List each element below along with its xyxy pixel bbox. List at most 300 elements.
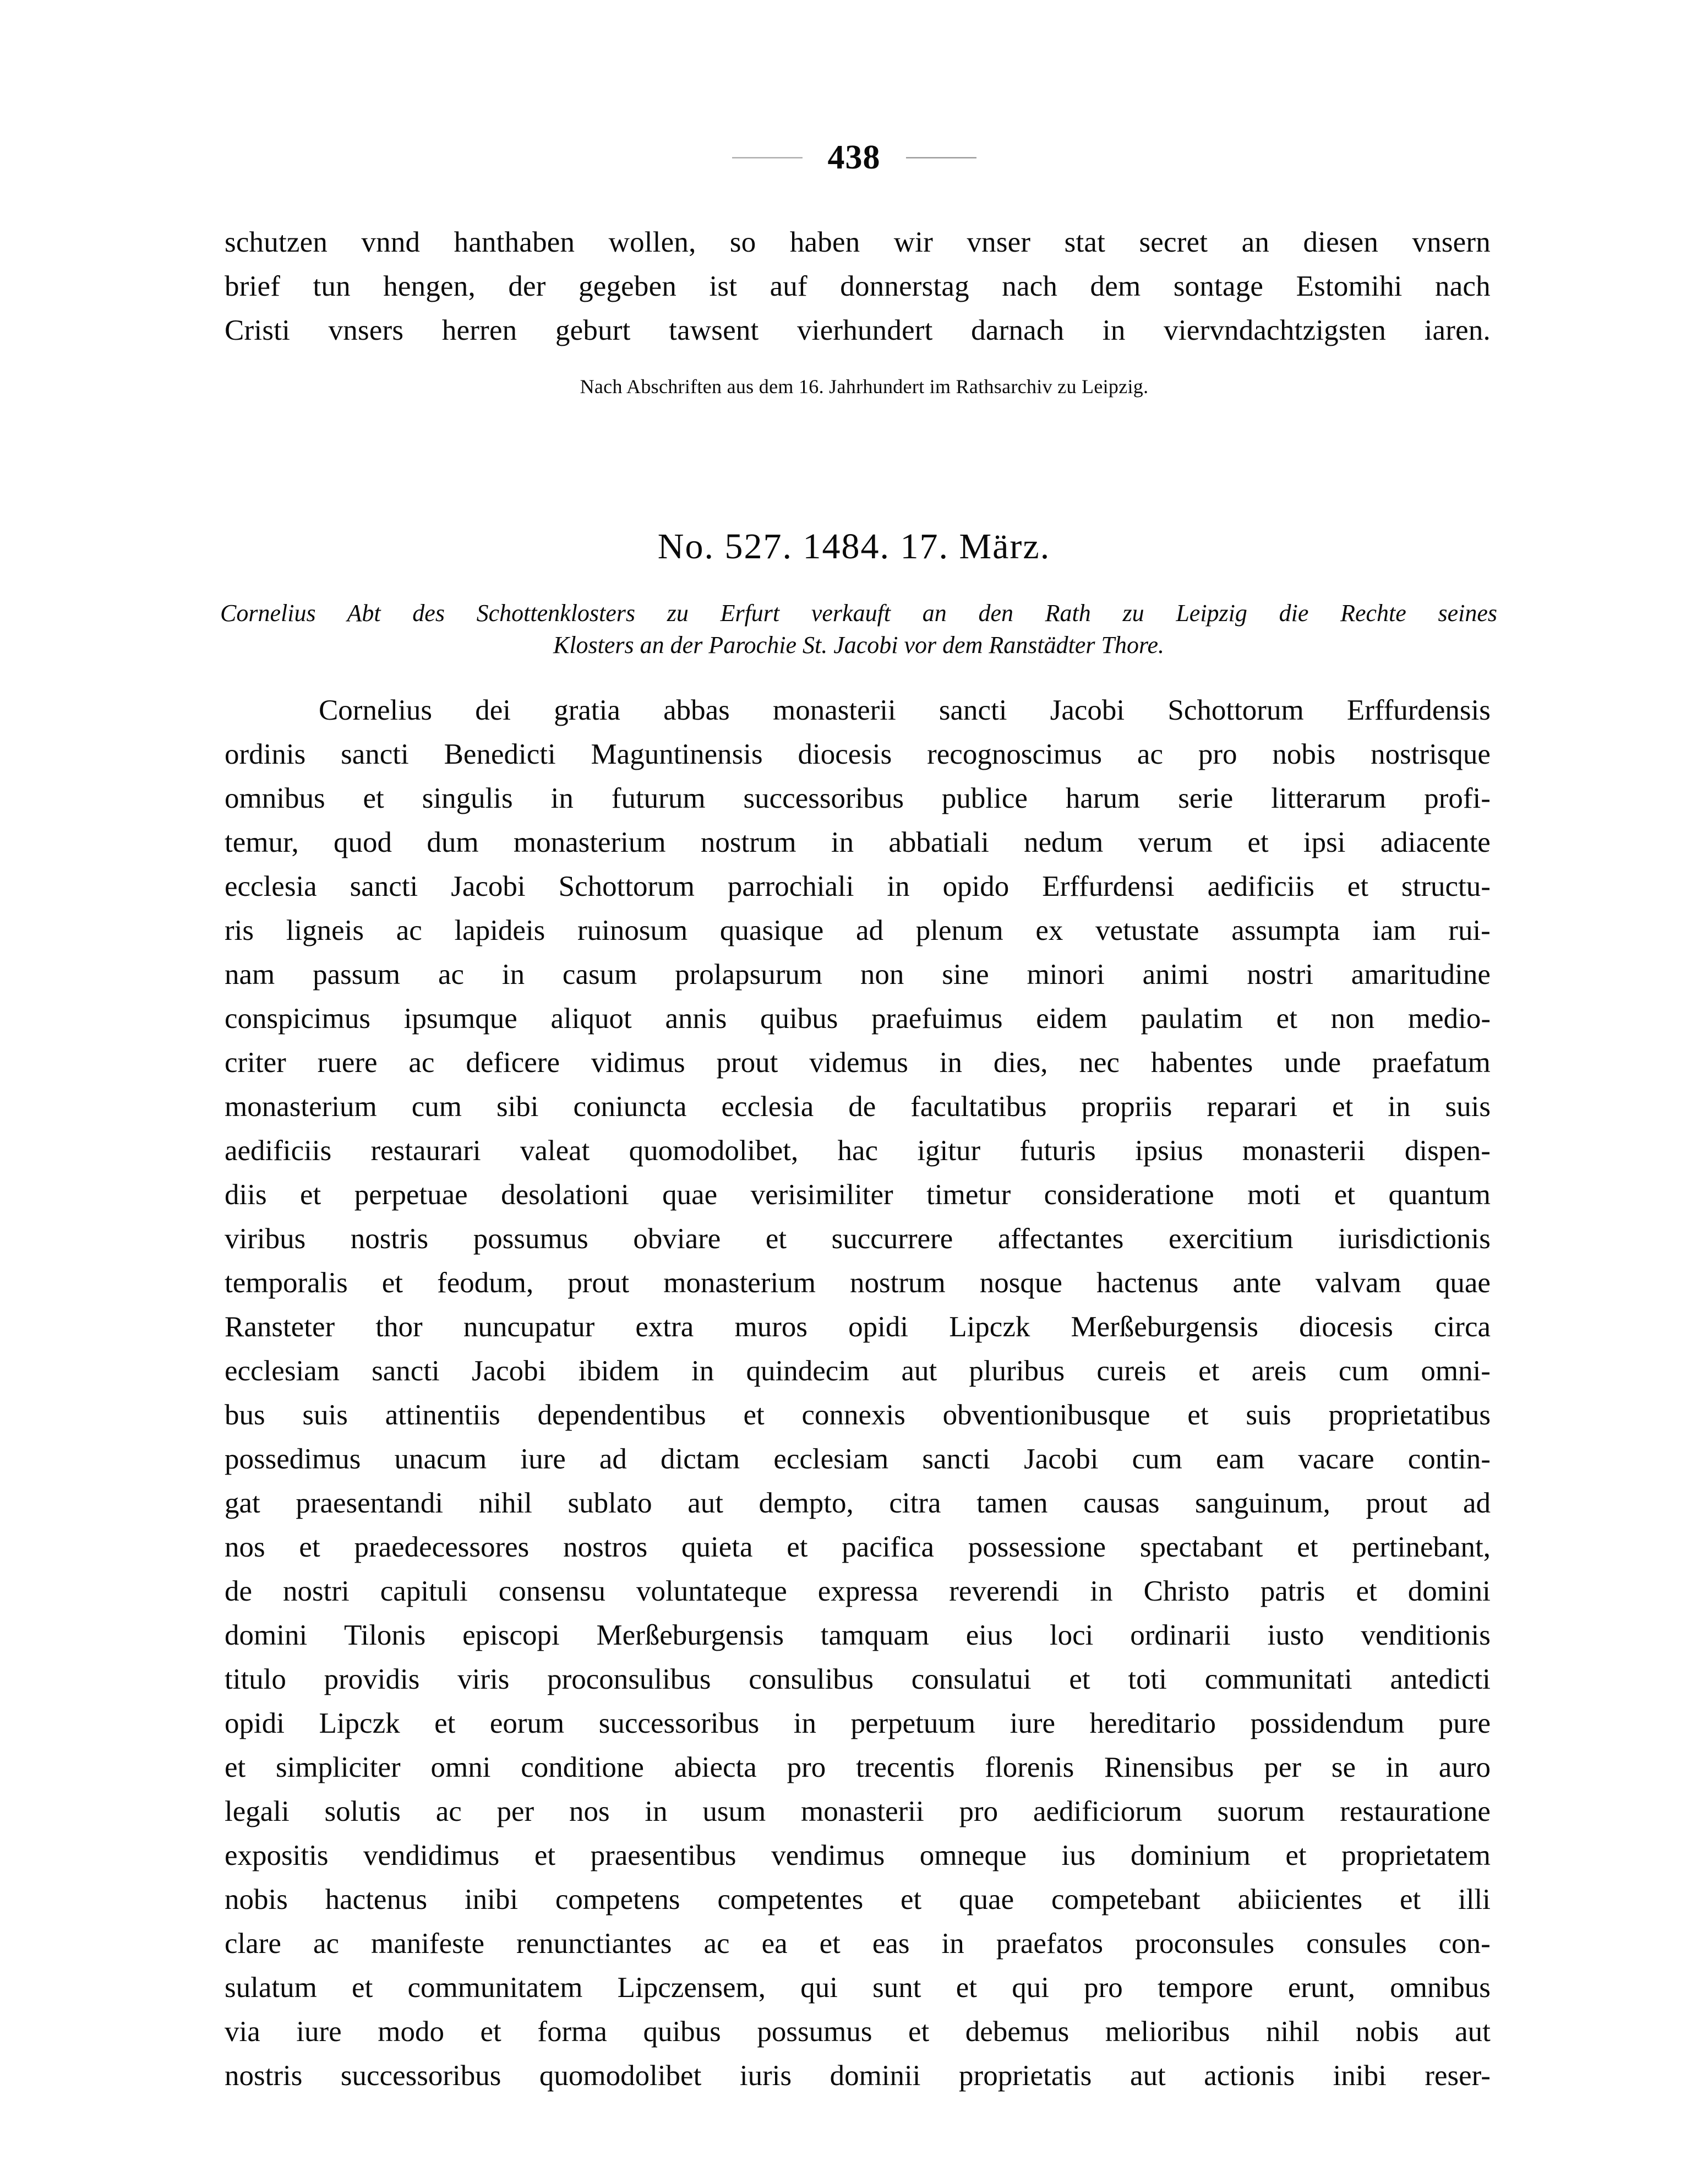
- word: tawsent: [669, 314, 759, 346]
- word: ac: [438, 959, 464, 991]
- word: ac: [313, 1928, 339, 1960]
- word: herren: [441, 314, 517, 346]
- word: communitatem: [407, 1972, 583, 2004]
- word: ecclesia: [721, 1091, 814, 1123]
- word: minori: [1027, 959, 1105, 991]
- word: habentes: [1150, 1047, 1253, 1079]
- text-line: [225, 1393, 1491, 1437]
- word: reser-: [1425, 2060, 1491, 2092]
- text-line: [225, 1129, 1491, 1173]
- word: per: [1264, 1751, 1302, 1783]
- text-line: [225, 1349, 1491, 1393]
- word: aedificiis: [225, 1135, 332, 1167]
- word: sancti: [350, 870, 418, 902]
- word: sibi: [496, 1091, 539, 1123]
- word: quomodolibet,: [629, 1135, 799, 1167]
- word: ecclesiam: [225, 1355, 340, 1387]
- text-line: [225, 820, 1491, 864]
- word: sublato: [567, 1487, 652, 1519]
- word: nobis: [1355, 2016, 1419, 2048]
- word: tamquam: [820, 1619, 929, 1651]
- word: sancti: [938, 694, 1007, 726]
- word: Ransteter: [225, 1311, 335, 1343]
- word: succurrere: [831, 1223, 953, 1255]
- word: restauratione: [1340, 1795, 1491, 1827]
- word: competebant: [1051, 1884, 1200, 1916]
- word: viribus: [225, 1223, 306, 1255]
- word: clare: [225, 1928, 281, 1960]
- word: praesentibus: [590, 1840, 736, 1871]
- word: abiecta: [674, 1751, 757, 1783]
- word: abbas: [663, 694, 730, 726]
- word: muros: [734, 1311, 807, 1343]
- word: cum: [411, 1091, 462, 1123]
- word: et: [1187, 1399, 1209, 1431]
- word: Schottorum: [1167, 694, 1304, 726]
- word: consulibus: [749, 1663, 874, 1695]
- word: deficere: [466, 1047, 560, 1079]
- word: coniuncta: [573, 1091, 687, 1123]
- word: aut: [1455, 2016, 1491, 2048]
- word: eas: [872, 1928, 910, 1960]
- word: Rinensibus: [1104, 1751, 1234, 1783]
- word: ante: [1232, 1267, 1281, 1299]
- word: tamen: [976, 1487, 1048, 1519]
- word: proprietatibus: [1328, 1399, 1491, 1431]
- word: iaren.: [1424, 314, 1491, 346]
- word: nostri: [283, 1575, 350, 1607]
- word: inibi: [1333, 2060, 1387, 2092]
- text-line: [225, 1613, 1491, 1657]
- word: citra: [889, 1487, 941, 1519]
- text-line: [225, 2010, 1491, 2054]
- word: sancti: [372, 1355, 440, 1387]
- word: pro: [1084, 1972, 1123, 2004]
- word: futurum: [611, 782, 706, 814]
- word: quomodolibet: [539, 2060, 702, 2092]
- word: passum: [313, 959, 401, 991]
- word: reverendi: [949, 1575, 1060, 1607]
- word: temporalis: [225, 1267, 348, 1299]
- word: vierhundert: [797, 314, 933, 346]
- text-line: [225, 1437, 1491, 1481]
- text-line: [225, 864, 1491, 908]
- word: dem: [1090, 270, 1141, 302]
- word: affectantes: [997, 1223, 1124, 1255]
- word: in: [1090, 1575, 1113, 1607]
- word: eam: [1216, 1443, 1265, 1475]
- word: toti: [1128, 1663, 1167, 1695]
- word: in: [887, 870, 910, 902]
- text-line: [225, 1481, 1491, 1525]
- word: pro: [787, 1751, 826, 1783]
- word: iure: [1009, 1707, 1056, 1739]
- text-line: [225, 220, 1491, 264]
- word: ipsi: [1303, 826, 1346, 858]
- word: diocesis: [798, 738, 892, 770]
- word: vendimus: [771, 1840, 885, 1871]
- word: bus: [225, 1399, 265, 1431]
- word: se: [1331, 1751, 1356, 1783]
- word: ist: [709, 270, 738, 302]
- word: quod: [334, 826, 392, 858]
- text-line: [225, 688, 1491, 732]
- word: ruinosum: [577, 915, 688, 946]
- word: ea: [761, 1928, 788, 1960]
- word: adiacente: [1380, 826, 1491, 858]
- word: dictam: [661, 1443, 740, 1475]
- word: proconsulibus: [547, 1663, 711, 1695]
- word: auf: [770, 270, 807, 302]
- word: quibus: [760, 1003, 838, 1035]
- word: der: [508, 270, 546, 302]
- word: valvam: [1315, 1267, 1401, 1299]
- german-charter-tail: [225, 220, 1491, 352]
- word: quibus: [643, 2016, 721, 2048]
- text-line: [225, 1525, 1491, 1569]
- word: et: [300, 1179, 321, 1211]
- word: in: [1102, 314, 1126, 346]
- word: iure: [520, 1443, 566, 1475]
- word: stat: [1064, 226, 1106, 258]
- text-line: [225, 1789, 1491, 1833]
- word: paulatim: [1141, 1003, 1243, 1035]
- word: et: [1356, 1575, 1377, 1607]
- word: et: [534, 1840, 556, 1871]
- word: in: [645, 1795, 668, 1827]
- word: quindecim: [746, 1355, 870, 1387]
- word: nihil: [1266, 2016, 1320, 2048]
- word: nobis: [225, 1884, 288, 1916]
- word: aut: [1129, 2060, 1166, 2092]
- word: et: [1297, 1531, 1318, 1563]
- word: futuris: [1019, 1135, 1096, 1167]
- word: non: [1330, 1003, 1375, 1035]
- word: Jacobi: [1024, 1443, 1099, 1475]
- word: diis: [225, 1179, 267, 1211]
- word: nostri: [1247, 959, 1313, 991]
- word: timetur: [926, 1179, 1011, 1211]
- word: pro: [959, 1795, 998, 1827]
- word: vendidimus: [363, 1840, 500, 1871]
- rule-ornament-left: [732, 157, 803, 158]
- word: et: [1334, 1179, 1356, 1211]
- word: cureis: [1096, 1355, 1166, 1387]
- word: diesen: [1303, 226, 1379, 258]
- word: unacum: [394, 1443, 487, 1475]
- word: et: [1347, 870, 1369, 902]
- word: consensu: [498, 1575, 606, 1607]
- word: et: [1399, 1884, 1421, 1916]
- word: brief: [225, 270, 281, 302]
- word: in: [831, 826, 854, 858]
- word: episcopi: [462, 1619, 560, 1651]
- word: dependentibus: [537, 1399, 706, 1431]
- word: suorum: [1217, 1795, 1305, 1827]
- word: ac: [396, 915, 422, 946]
- word: et: [1069, 1663, 1090, 1695]
- regest-line: Cornelius Abt des Schottenklosters zu Erfurt verkauft an den Rath zu Leipzig die Rechte seines: [220, 600, 1497, 627]
- word: successoribus: [340, 2060, 501, 2092]
- word: quantum: [1388, 1179, 1491, 1211]
- word: secret: [1139, 226, 1208, 258]
- word: ipsumque: [403, 1003, 517, 1035]
- word: possedimus: [225, 1443, 361, 1475]
- word: geburt: [555, 314, 631, 346]
- word: inibi: [464, 1884, 519, 1916]
- word: conditione: [521, 1751, 644, 1783]
- word: iure: [296, 2016, 342, 2048]
- word: ius: [1061, 1840, 1096, 1871]
- word: vnser: [967, 226, 1031, 258]
- word: dies,: [993, 1047, 1048, 1079]
- word: solutis: [324, 1795, 401, 1827]
- word: hanthaben: [454, 226, 575, 258]
- word: aut: [901, 1355, 937, 1387]
- word: omni-: [1421, 1355, 1491, 1387]
- word: pure: [1438, 1707, 1491, 1739]
- word: hactenus: [1096, 1267, 1199, 1299]
- word: per: [496, 1795, 534, 1827]
- word: et: [381, 1267, 403, 1299]
- word: pluribus: [969, 1355, 1065, 1387]
- word: wir: [893, 226, 934, 258]
- text-line: [225, 1745, 1491, 1789]
- word: qui: [800, 1972, 838, 2004]
- word: modo: [378, 2016, 444, 2048]
- text-line: [225, 1261, 1491, 1305]
- text-line: [225, 1966, 1491, 2010]
- word: structu-: [1401, 870, 1491, 902]
- text-line: [225, 953, 1491, 997]
- word: haben: [789, 226, 860, 258]
- word: iam: [1372, 915, 1416, 946]
- word: extra: [635, 1311, 694, 1343]
- word: quae: [1435, 1267, 1491, 1299]
- word: communitati: [1204, 1663, 1352, 1695]
- word: proprietatem: [1341, 1840, 1491, 1871]
- word: Benedicti: [444, 738, 556, 770]
- word: pacifica: [842, 1531, 934, 1563]
- word: Schottorum: [558, 870, 695, 902]
- word: donnerstag: [840, 270, 969, 302]
- document-regest: [220, 597, 1497, 661]
- word: antedicti: [1390, 1663, 1491, 1695]
- word: domini: [225, 1619, 308, 1651]
- text-line: [225, 1922, 1491, 1966]
- text-line: [225, 308, 1491, 352]
- latin-charter-body: [225, 688, 1491, 2098]
- word: voluntateque: [636, 1575, 787, 1607]
- word: prout: [567, 1267, 630, 1299]
- word: viervndachtzigsten: [1164, 314, 1387, 346]
- word: opido: [942, 870, 1009, 902]
- word: facultatibus: [910, 1091, 1047, 1123]
- word: contin-: [1407, 1443, 1491, 1475]
- word: gratia: [554, 694, 620, 726]
- word: tun: [313, 270, 351, 302]
- word: capituli: [380, 1575, 468, 1607]
- word: attinentiis: [385, 1399, 500, 1431]
- word: omni: [430, 1751, 491, 1783]
- word: aedificiorum: [1033, 1795, 1182, 1827]
- word: de: [848, 1091, 876, 1123]
- word: sulatum: [225, 1972, 317, 2004]
- word: omneque: [919, 1840, 1027, 1871]
- word: recognoscimus: [927, 738, 1103, 770]
- word: patris: [1260, 1575, 1325, 1607]
- word: schutzen: [225, 226, 328, 258]
- word: omnibus: [225, 782, 325, 814]
- word: verisimiliter: [750, 1179, 893, 1211]
- word: rui-: [1448, 915, 1491, 946]
- word: pro: [1198, 738, 1237, 770]
- word: obviare: [633, 1223, 721, 1255]
- word: Cristi: [225, 314, 291, 346]
- word: quasique: [719, 915, 824, 946]
- word: actionis: [1204, 2060, 1295, 2092]
- word: ibidem: [578, 1355, 659, 1387]
- word: singulis: [422, 782, 513, 814]
- word: ad: [599, 1443, 627, 1475]
- word: opidi: [848, 1311, 909, 1343]
- word: simpliciter: [276, 1751, 401, 1783]
- word: et: [787, 1531, 808, 1563]
- page-number: 438: [827, 139, 881, 176]
- word: vidimus: [591, 1047, 685, 1079]
- word: illi: [1458, 1884, 1491, 1916]
- word: spectabant: [1139, 1531, 1263, 1563]
- word: vetustate: [1095, 915, 1199, 946]
- word: Merßeburgensis: [1071, 1311, 1259, 1343]
- word: nostris: [350, 1223, 429, 1255]
- source-note: Nach Abschriften aus dem 16. Jahrhundert im Rathsarchiv zu Leipzig.: [580, 376, 1149, 398]
- word: opidi: [225, 1707, 285, 1739]
- word: loci: [1049, 1619, 1094, 1651]
- word: Jacobi: [1050, 694, 1125, 726]
- word: et: [901, 1884, 922, 1916]
- word: Lipczensem,: [617, 1972, 766, 2004]
- word: possessione: [968, 1531, 1106, 1563]
- word: causas: [1083, 1487, 1160, 1519]
- word: medio-: [1407, 1003, 1491, 1035]
- word: et: [1198, 1355, 1220, 1387]
- word: abiicientes: [1237, 1884, 1363, 1916]
- word: ordinis: [225, 738, 306, 770]
- word: feodum,: [437, 1267, 534, 1299]
- word: vnsern: [1412, 226, 1491, 258]
- word: monasterii: [801, 1795, 924, 1827]
- word: consulatui: [911, 1663, 1032, 1695]
- word: et: [956, 1972, 977, 2004]
- word: monasterii: [1242, 1135, 1366, 1167]
- word: Lipczk: [949, 1311, 1030, 1343]
- word: proconsules: [1134, 1928, 1275, 1960]
- word: nosque: [979, 1267, 1062, 1299]
- word: valeat: [520, 1135, 590, 1167]
- word: quae: [959, 1884, 1014, 1916]
- word: nostrum: [700, 826, 796, 858]
- word: ruere: [317, 1047, 378, 1079]
- word: casum: [562, 959, 637, 991]
- word: in: [550, 782, 574, 814]
- word: sancti: [922, 1443, 991, 1475]
- word: dum: [427, 826, 479, 858]
- word: in: [501, 959, 525, 991]
- word: eorum: [489, 1707, 565, 1739]
- word: so: [729, 226, 756, 258]
- word: cum: [1132, 1443, 1182, 1475]
- word: gat: [225, 1487, 260, 1519]
- word: praedecessores: [354, 1531, 530, 1563]
- word: obventionibusque: [942, 1399, 1150, 1431]
- word: diocesis: [1299, 1311, 1393, 1343]
- word: de: [225, 1575, 253, 1607]
- word: monasterium: [663, 1267, 816, 1299]
- word: dominium: [1130, 1840, 1251, 1871]
- word: et: [743, 1399, 765, 1431]
- word: hengen,: [383, 270, 476, 302]
- word: et: [352, 1972, 373, 2004]
- word: renunctiantes: [516, 1928, 672, 1960]
- word: connexis: [801, 1399, 905, 1431]
- word: sunt: [872, 1972, 921, 2004]
- word: areis: [1251, 1355, 1307, 1387]
- word: hactenus: [325, 1884, 428, 1916]
- word: forma: [537, 2016, 607, 2048]
- word: unde: [1284, 1047, 1341, 1079]
- word: sine: [942, 959, 989, 991]
- text-line: [225, 1173, 1491, 1217]
- word: hac: [837, 1135, 878, 1167]
- word: gegeben: [579, 270, 677, 302]
- word: et: [363, 782, 384, 814]
- word: Estomihi: [1296, 270, 1403, 302]
- word: vacare: [1298, 1443, 1374, 1475]
- word: ac: [408, 1047, 435, 1079]
- word: qui: [1012, 1972, 1049, 2004]
- word: nec: [1079, 1047, 1120, 1079]
- word: iuris: [739, 2060, 792, 2092]
- word: florenis: [985, 1751, 1074, 1783]
- word: hereditario: [1089, 1707, 1216, 1739]
- word: nostrum: [849, 1267, 946, 1299]
- word: serie: [1178, 782, 1234, 814]
- rule-ornament-right: [906, 157, 976, 158]
- word: plenum: [915, 915, 1003, 946]
- word: quieta: [681, 1531, 753, 1563]
- word: aliquot: [550, 1003, 632, 1035]
- word: vnnd: [361, 226, 421, 258]
- word: conspicimus: [225, 1003, 370, 1035]
- word: reparari: [1207, 1091, 1298, 1123]
- word: trecentis: [856, 1751, 955, 1783]
- word: nuncupatur: [463, 1311, 595, 1343]
- word: et: [1247, 826, 1269, 858]
- text-line: [225, 732, 1491, 776]
- word: Lipczk: [319, 1707, 400, 1739]
- word: competens: [555, 1884, 680, 1916]
- word: tempore: [1158, 1972, 1253, 2004]
- text-line: [225, 1305, 1491, 1349]
- word: nach: [1002, 270, 1058, 302]
- text-line: [225, 1217, 1491, 1261]
- word: et: [1332, 1091, 1354, 1123]
- word: ligneis: [286, 915, 364, 946]
- running-head: [0, 140, 1708, 175]
- word: et: [1276, 1003, 1297, 1035]
- word: amaritudine: [1351, 959, 1491, 991]
